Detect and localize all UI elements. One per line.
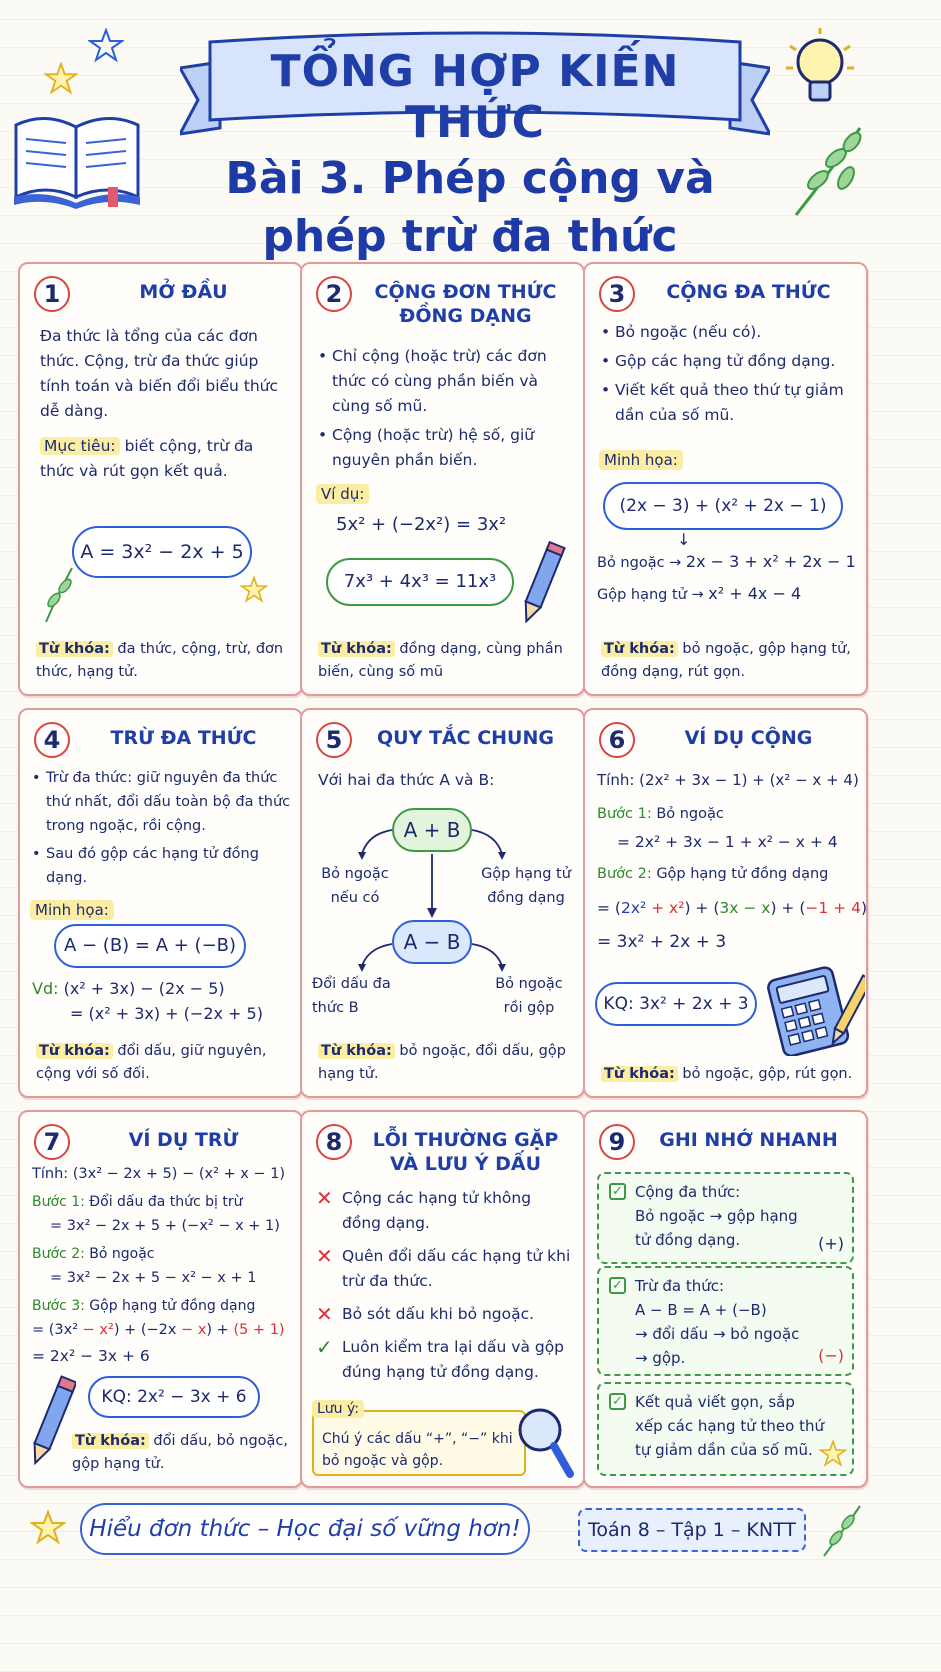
step-2-expr: = 3x² − 2x + 5 − x² − x + 1: [50, 1270, 257, 1286]
intro-text: Đa thức là tổng của các đơn thức. Cộng, trừ đa thức giúp tính toán và biến đổi biểu thức dễ dàng.: [40, 327, 279, 420]
star-icon: [88, 28, 124, 64]
cross-icon: ✕: [316, 1186, 333, 1210]
down-arrow-icon: ↓: [677, 530, 691, 549]
card-title: LỖI THƯỜNG GẶP VÀ LƯU Ý DẤU: [372, 1129, 559, 1175]
card-cong-don-thuc: [300, 262, 585, 696]
banner-title: TỔNG HỢP KIẾN THỨC: [270, 46, 680, 148]
step-3: Bước 3: Gộp hạng tử đồng dạng: [32, 1298, 256, 1314]
step-2: Gộp hạng tử → x² + 4x − 4: [597, 584, 802, 603]
remember-box-result: ✓ Kết quả viết gọn, sắp xếp các hạng tử theo thứ tự giảm dần của số mũ.: [597, 1382, 854, 1476]
checkbox-icon: ✓: [609, 1277, 626, 1294]
checkbox-icon: ✓: [609, 1183, 626, 1200]
card-tru-da-thuc: [18, 708, 303, 1098]
cross-icon: ✕: [316, 1244, 333, 1268]
card-vi-du-cong: [583, 708, 868, 1098]
list-item: • Viết kết quả theo thứ tự giảm dần của số mũ.: [599, 378, 854, 428]
card-number: 6: [599, 722, 635, 758]
example-1: 5x² + (−2x²) = 3x²: [336, 514, 507, 535]
illustration-label: Minh họa:: [30, 900, 114, 920]
footer-slogan: Hiểu đơn thức – Học đại số vững hơn!: [80, 1503, 530, 1555]
leaf-branch-icon: [818, 1502, 866, 1558]
error-list: [312, 1186, 574, 1393]
star-icon: [819, 1440, 847, 1468]
card-title: VÍ DỤ TRỪ: [128, 1129, 239, 1151]
result: = 2x² − 3x + 6: [32, 1347, 150, 1365]
card-title: MỞ ĐẦU: [139, 281, 228, 303]
card-ghi-nho-nhanh: [583, 1110, 868, 1488]
answer-cloud: KQ: 2x² − 3x + 6: [88, 1376, 260, 1418]
checkbox-icon: ✓: [609, 1393, 626, 1410]
step-1: Bước 1: Đổi dấu đa thức bị trừ: [32, 1194, 243, 1210]
task: Tính: (2x² + 3x − 1) + (x² − x + 4): [597, 771, 859, 789]
formula-cloud: A = 3x² − 2x + 5: [72, 526, 252, 578]
light-bulb-icon: [780, 22, 860, 117]
label-gop-hang-tu: Gộp hạng tử đồng dạng: [481, 866, 571, 906]
step-1-expr: = 2x² + 3x − 1 + x² − x + 4: [617, 833, 838, 851]
check-icon: ✓: [316, 1335, 333, 1359]
card-quy-tac-chung: [300, 708, 585, 1098]
card-title: CỘNG ĐA THỨC: [666, 281, 831, 303]
node-a-minus-b: A − B: [392, 920, 472, 964]
cross-icon: ✕: [316, 1302, 333, 1326]
example-label: Ví dụ:: [316, 484, 369, 504]
goal-text: Mục tiêu: biết cộng, trừ đa thức và rút gọn kết quả.: [40, 437, 254, 480]
remember-box-add: ✓ Cộng đa thức: Bỏ ngoặc → gộp hạng tử đồng dạng. (+): [597, 1172, 854, 1264]
list-item: ✕ Bỏ sót dấu khi bỏ ngoặc.: [316, 1302, 535, 1326]
grouping: = (3x² − x²) + (−2x − x) + (5 + 1): [32, 1322, 285, 1338]
card-loi-thuong-gap: [300, 1110, 585, 1488]
card-title: CỘNG ĐƠN THỨC ĐỒNG DẠNG: [374, 281, 557, 327]
step-1: Bỏ ngoặc → 2x − 3 + x² + 2x − 1: [597, 552, 856, 571]
formula-cloud: A − (B) = A + (−B): [54, 924, 246, 968]
open-book-icon: [10, 105, 145, 210]
note-box: Lưu ý: Chú ý các dấu “+”, “−” khi bỏ ngoặc và gộp.: [312, 1410, 526, 1476]
card-number: 9: [599, 1124, 635, 1160]
list-item: • Chỉ cộng (hoặc trừ) các đơn thức có cùng phần biến và cùng số mũ.: [316, 344, 552, 419]
remember-box-subtract: ✓ Trừ đa thức: A − B = A + (−B) → đổi dấu → bỏ ngoặc → gộp. (−): [597, 1266, 854, 1376]
keywords: Từ khóa: bỏ ngoặc, gộp hạng tử, đồng dạng, rút gọn.: [601, 641, 851, 680]
card-title: VÍ DỤ CỘNG: [684, 727, 813, 749]
card-title: GHI NHỚ NHANH: [659, 1129, 838, 1151]
list-item: • Cộng (hoặc trừ) hệ số, giữ nguyên phần biến.: [316, 423, 552, 473]
star-icon: [240, 576, 268, 604]
card-title: TRỪ ĐA THỨC: [110, 727, 257, 749]
magnifier-icon: [512, 1402, 578, 1480]
answer-cloud: KQ: 3x² + 2x + 3: [595, 982, 757, 1026]
keywords: Từ khóa: đa thức, cộng, trừ, đơn thức, hạng tử.: [36, 641, 284, 680]
list-item: ✕ Cộng các hạng tử không đồng dạng.: [316, 1186, 532, 1232]
card-cong-da-thuc: [583, 262, 868, 696]
star-icon: [30, 1510, 66, 1546]
intro-text: Với hai đa thức A và B:: [318, 771, 495, 789]
star-icon: [44, 62, 78, 96]
grouping: = (2x² + x²) + (3x − x) + (−1 + 4): [597, 899, 868, 917]
result: = 3x² + 2x + 3: [597, 932, 727, 952]
list-item: ✓ Luôn kiểm tra lại dấu và gộp đúng hạng tử đồng dạng.: [316, 1335, 565, 1381]
step-1: Bước 1: Bỏ ngoặc: [597, 806, 724, 822]
card-number: 7: [34, 1124, 70, 1160]
example-2-cloud: 7x³ + 4x³ = 11x³: [326, 558, 514, 606]
list-item: • Trừ đa thức: giữ nguyên đa thức thứ nhất, đổi dấu toàn bộ đa thức trong ngoặc, rồi cộng.: [30, 766, 292, 838]
list-item: ✕ Quên đổi dấu các hạng tử khi trừ đa thức.: [316, 1244, 571, 1290]
list-item: • Sau đó gộp các hạng tử đồng dạng.: [30, 842, 292, 890]
card-number: 1: [34, 276, 70, 312]
card-number: 5: [316, 722, 352, 758]
keywords: Từ khóa: đổi dấu, giữ nguyên, cộng với số đối.: [36, 1043, 267, 1082]
node-a-plus-b: A + B: [392, 808, 472, 852]
calculator-icon: [761, 966, 865, 1056]
pencil-icon: [516, 540, 566, 630]
step-1-expr: = 3x² − 2x + 5 + (−x² − x + 1): [50, 1218, 280, 1234]
label-bo-ngoac: Bỏ ngoặc nếu có: [321, 866, 389, 906]
expression-cloud: (2x − 3) + (x² + 2x − 1): [603, 482, 843, 530]
keywords: Từ khóa: đổi dấu, bỏ ngoặc, gộp hạng tử.: [72, 1433, 289, 1472]
keywords: Từ khóa: bỏ ngoặc, gộp, rút gọn.: [601, 1063, 854, 1086]
card-number: 2: [316, 276, 352, 312]
pencil-icon: [26, 1374, 76, 1474]
label-bo-ngoac-roi-gop: Bỏ ngoặc rồi gộp: [495, 976, 563, 1016]
step-2: Bước 2: Gộp hạng tử đồng dạng: [597, 866, 829, 882]
rule-list: [599, 320, 854, 432]
card-mo-dau: [18, 262, 303, 696]
list-item: • Bỏ ngoặc (nếu có).: [599, 320, 854, 345]
task: Tính: (3x² − 2x + 5) − (x² + x − 1): [32, 1166, 286, 1182]
page-title: Bài 3. Phép cộng và phép trừ đa thức: [225, 153, 715, 262]
label-doi-dau: Đổi dấu đa thức B: [312, 976, 391, 1016]
leaf-branch-icon: [788, 120, 868, 220]
card-title: QUY TẮC CHUNG: [377, 727, 554, 749]
list-item: • Gộp các hạng tử đồng dạng.: [599, 349, 854, 374]
example: Vd: (x² + 3x) − (2x − 5) = (x² + 3x) + (−2x + 5): [32, 979, 263, 1023]
card-number: 4: [34, 722, 70, 758]
keywords: Từ khóa: đồng dạng, cùng phần biến, cùng số mũ: [318, 641, 563, 680]
rule-list: [30, 766, 292, 894]
card-number: 8: [316, 1124, 352, 1160]
leaf-icon: [38, 564, 78, 624]
card-vi-du-tru: [18, 1110, 303, 1488]
keywords: Từ khóa: bỏ ngoặc, đổi dấu, gộp hạng tử.: [318, 1043, 566, 1082]
step-2: Bước 2: Bỏ ngoặc: [32, 1246, 155, 1262]
rule-list: [316, 344, 552, 477]
footer-book-label: Toán 8 – Tập 1 – KNTT: [578, 1508, 806, 1552]
card-number: 3: [599, 276, 635, 312]
illustration-label: Minh họa:: [599, 450, 683, 470]
